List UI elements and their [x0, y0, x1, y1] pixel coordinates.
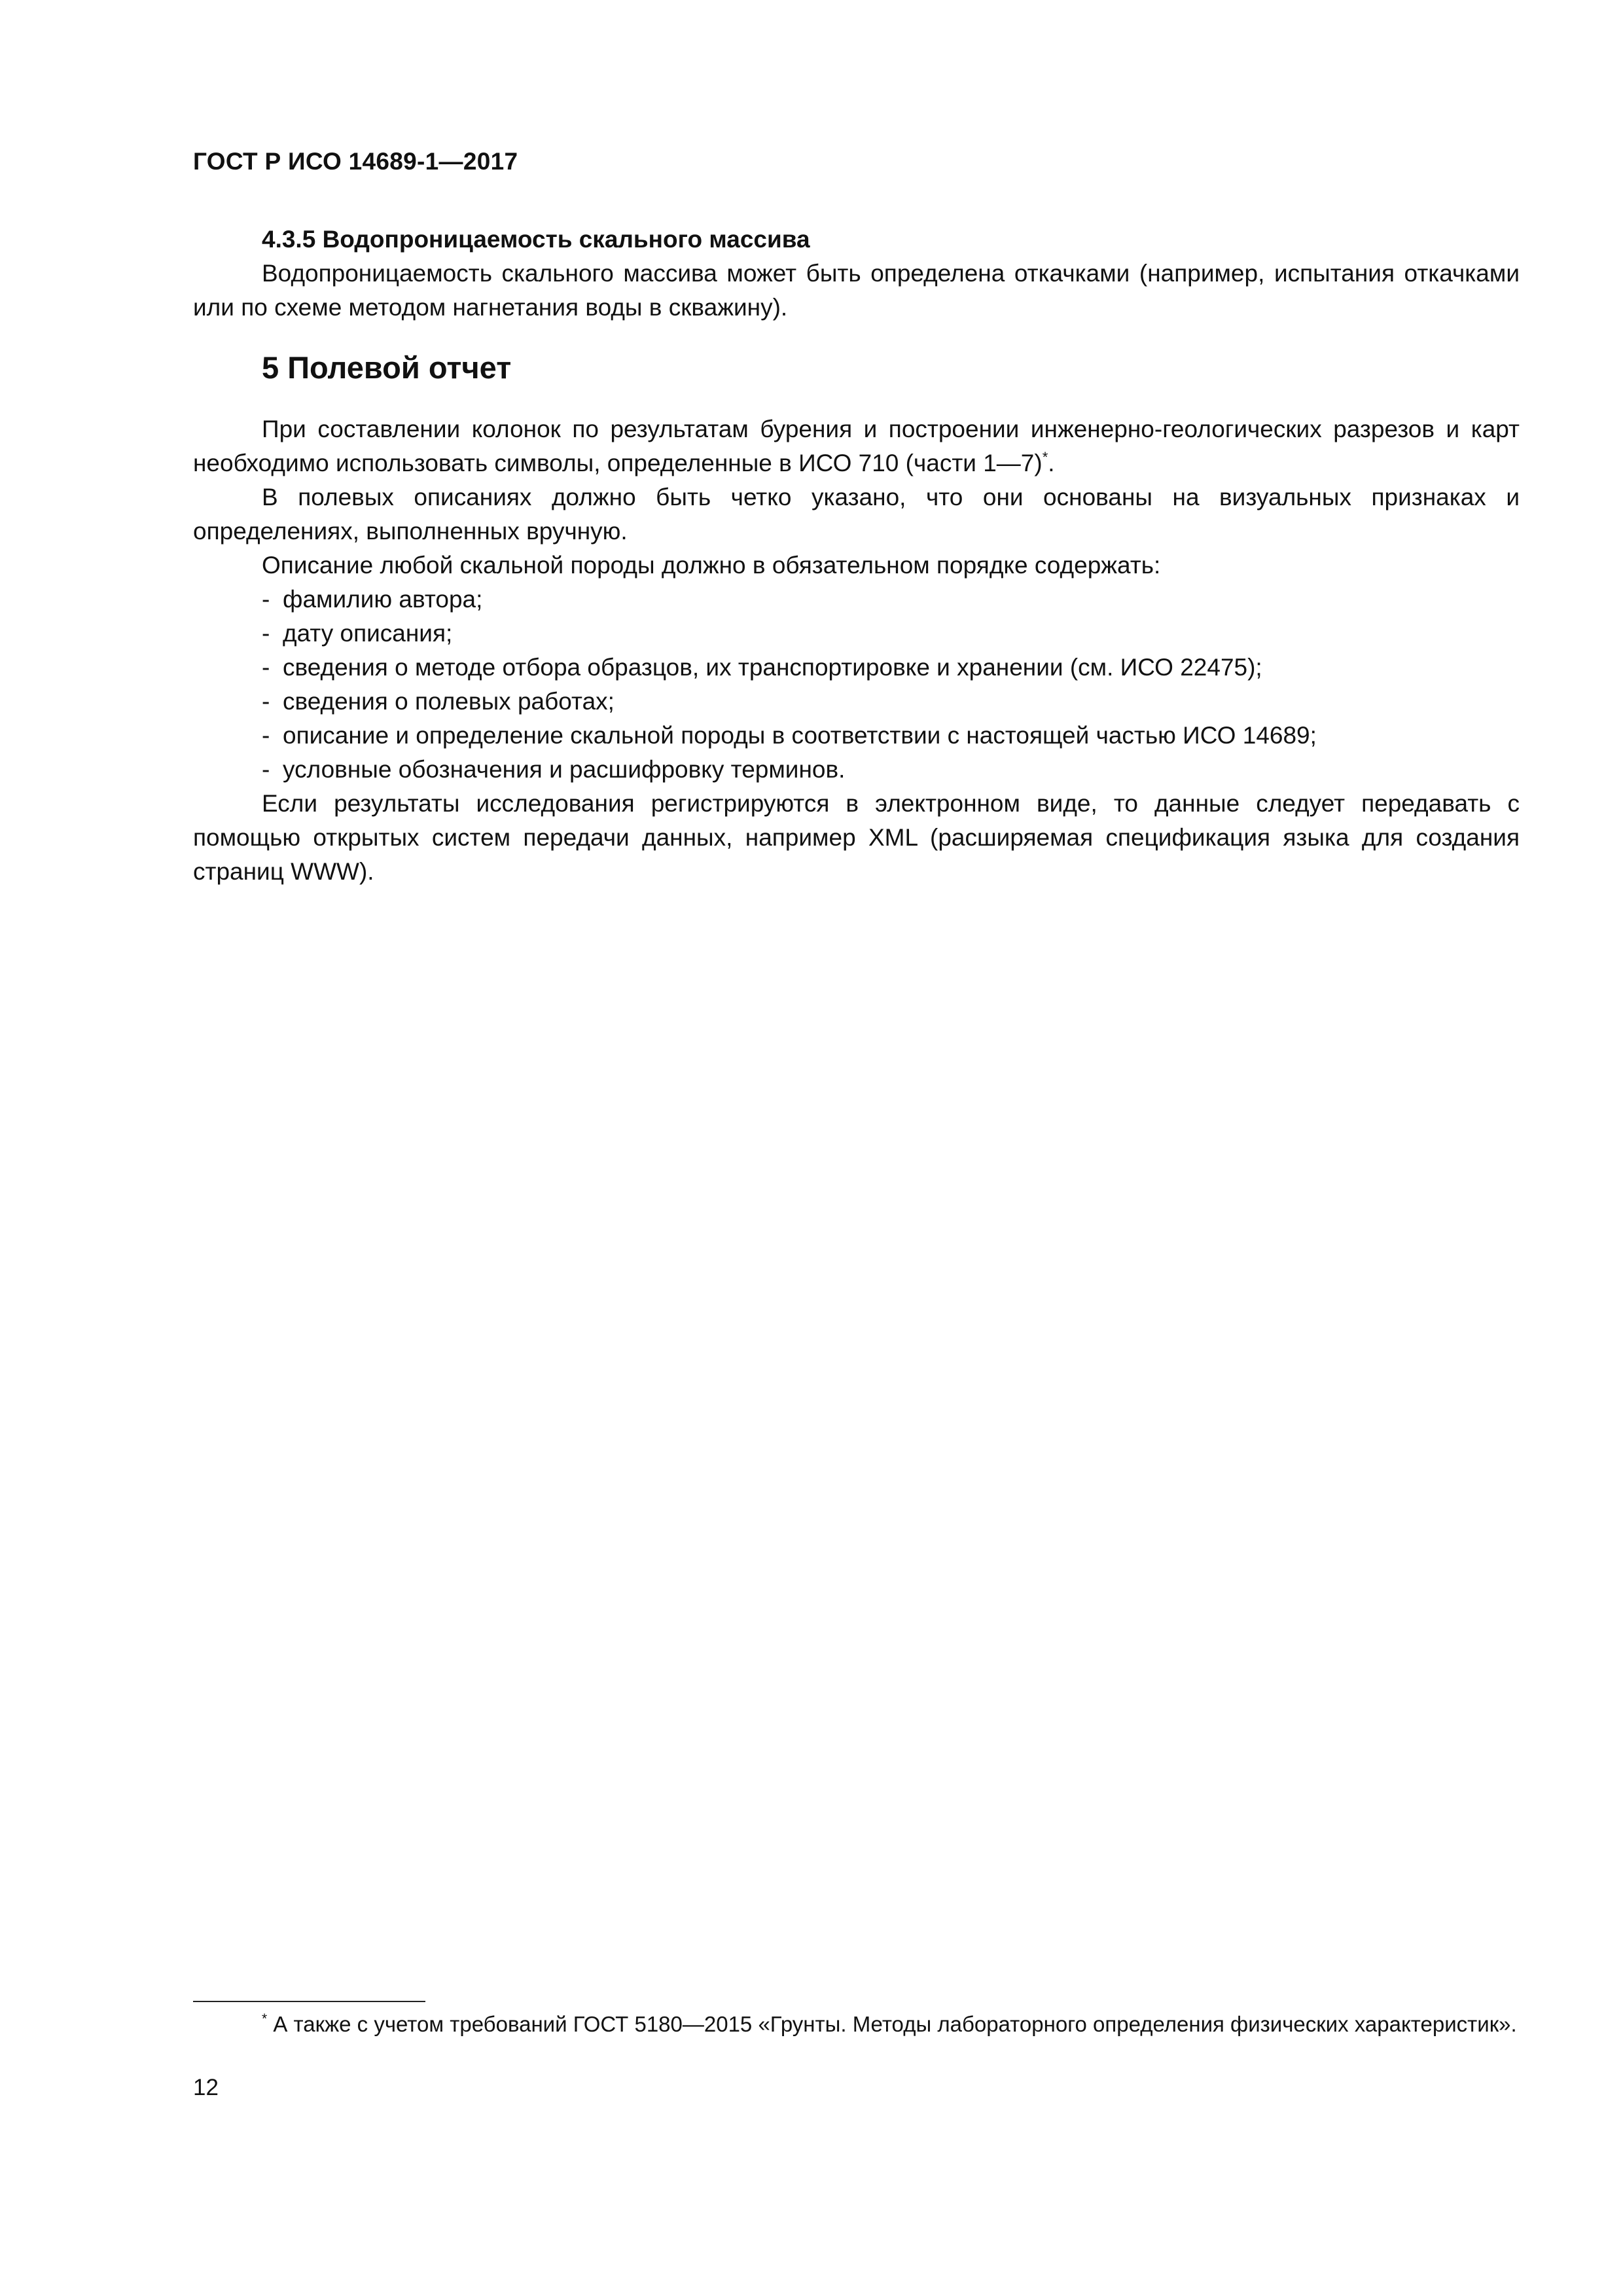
section-5-paragraph-3: Описание любой скальной породы должно в обязательном порядке содержать: — [262, 552, 1161, 579]
footnote-text: А также с учетом требований ГОСТ 5180—2015 «Грунты. Методы лабораторного определения физических характеристик». — [267, 2012, 1517, 2036]
list-item-text: дату описания; — [283, 620, 453, 647]
list-item — [193, 651, 1520, 685]
list-item-text: сведения о полевых работах; — [283, 688, 615, 715]
section-5-paragraph-1 — [193, 412, 1520, 480]
page-body — [193, 223, 1520, 889]
list-item — [193, 583, 1520, 617]
section-5-heading: 5 Полевой отчет — [262, 350, 512, 385]
section-5-paragraph-2: В полевых описаниях должно быть четко указано, что они основаны на визуальных признаках и определениях, выполненных вручную. — [193, 484, 1520, 545]
footnote-reference: * — [1042, 449, 1048, 465]
page-number: 12 — [193, 2075, 219, 2100]
section-5-paragraph-4: Если результаты исследования регистрируются в электронном виде, то данные следует передавать с помощью открытых систем передачи данных, например XML (расширяемая спецификация языка для создания страниц WWW). — [193, 790, 1520, 885]
list-item-text: фамилию автора; — [283, 586, 483, 613]
subsection-heading-4-3-5: 4.3.5 Водопроницаемость скального массива — [262, 226, 810, 253]
document-code-header: ГОСТ Р ИСО 14689-1—2017 — [193, 148, 518, 175]
list-dash: - — [262, 756, 270, 783]
required-content-list — [193, 583, 1520, 787]
list-item — [193, 685, 1520, 719]
footnote — [193, 2009, 1520, 2039]
list-dash: - — [262, 688, 270, 715]
footnote-mark: * — [262, 2011, 268, 2026]
list-item — [193, 719, 1520, 753]
list-item-text: сведения о методе отбора образцов, их транспортировке и хранении (см. ИСО 22475); — [283, 654, 1262, 681]
list-item-text: описание и определение скальной породы в соответствии с настоящей частью ИСО 14689; — [283, 722, 1317, 749]
list-item — [193, 753, 1520, 787]
list-dash: - — [262, 654, 270, 681]
list-item — [193, 617, 1520, 651]
footnote-divider — [193, 2001, 425, 2002]
subsection-4-3-5-text: Водопроницаемость скального массива может быть определена откачками (например, испытания откачками или по схеме методом нагнетания воды в скважину). — [193, 260, 1520, 321]
list-item-text: условные обозначения и расшифровку терминов. — [283, 756, 846, 783]
paragraph-1-text: При составлении колонок по результатам бурения и построении инженерно-геологических разрезов и карт необходимо использовать символы, определенные в ИСО 710 (части 1—7) — [193, 416, 1520, 476]
list-dash: - — [262, 722, 270, 749]
list-dash: - — [262, 620, 270, 647]
paragraph-1-period: . — [1048, 450, 1055, 476]
list-dash: - — [262, 586, 270, 613]
